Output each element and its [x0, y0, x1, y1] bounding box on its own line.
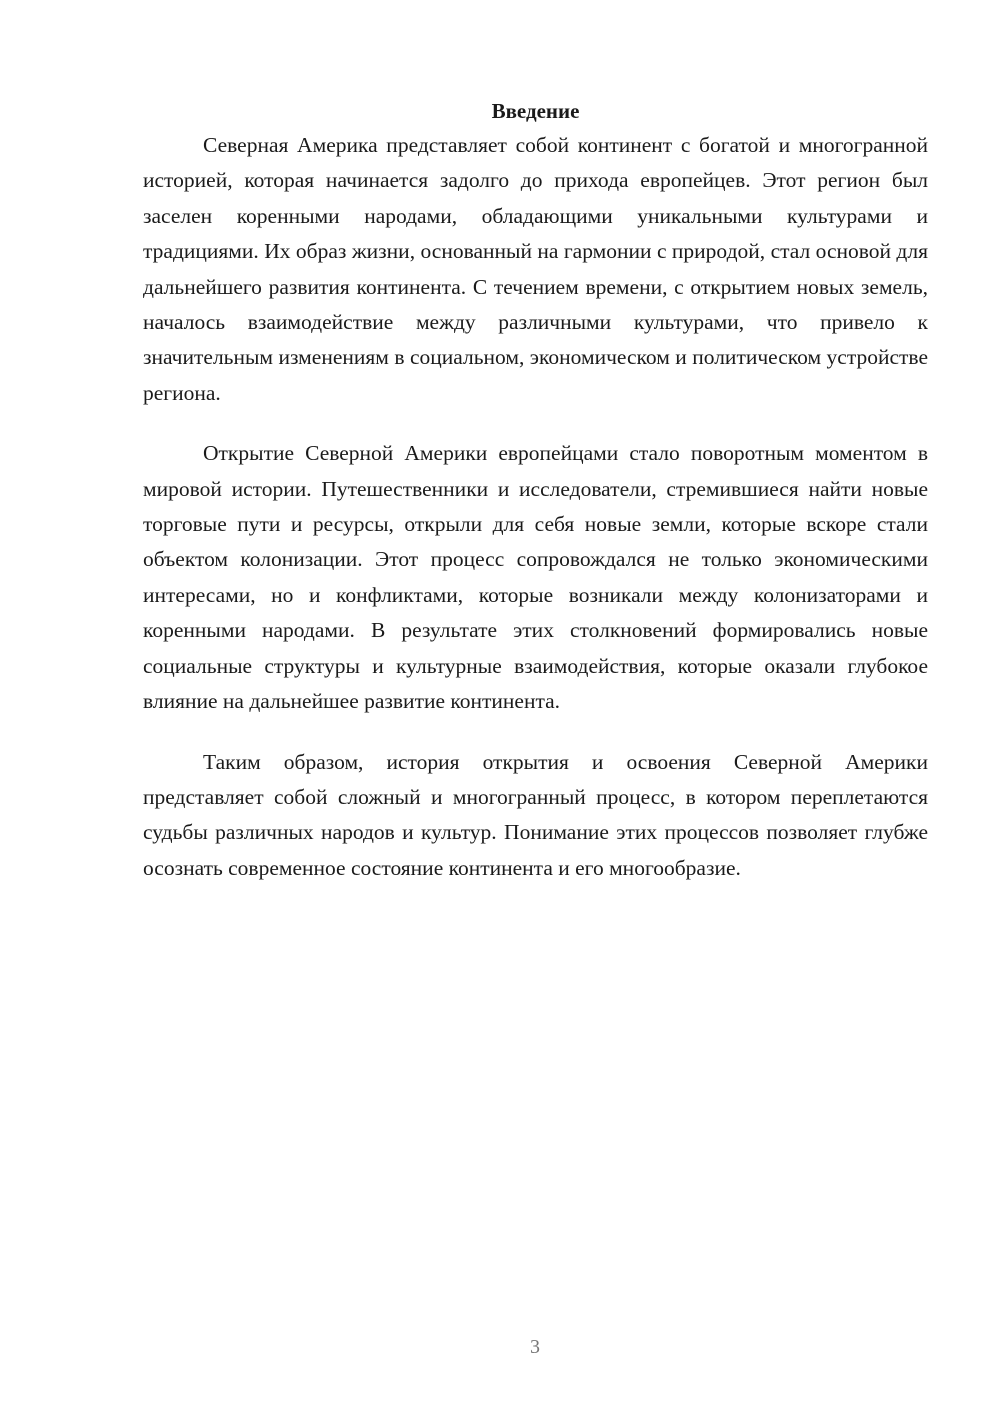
section-title: Введение	[491, 99, 580, 123]
paragraph-1: Северная Америка представляет собой континент с богатой и многогранной историей, которая начинается задолго до прихода европейцев. Этот регион был заселен коренными народами, обладающими уникальными культурами и традициями. Их образ жизни, основанный на гармонии с природой, стал основой для дальнейшего развития континента. С течением времени, с открытием новых земель, началось взаимодействие между различными культурами, что привело к значительным изменениям в социальном, экономическом и политическом устройстве региона.	[143, 133, 928, 405]
paragraph-2: Открытие Северной Америки европейцами стало поворотным моментом в мировой истории. Путешественники и исследователи, стремившиеся найти новые торговые пути и ресурсы, открыли для себя новые земли, которые вскоре стали объектом колонизации. Этот процесс сопровождался не только экономическими интересами, но и конфликтами, которые возникали между колонизаторами и коренными народами. В результате этих столкновений формировались новые социальные структуры и культурные взаимодействия, которые оказали глубокое влияние на дальнейшее развитие континента.	[143, 441, 928, 714]
paragraph-3: Таким образом, история открытия и освоения Северной Америки представляет собой сложный и многогранный процесс, в котором переплетаются судьбы различных народов и культур. Понимание этих процессов позволяет глубже осознать современное состояние континента и его многообразие.	[143, 749, 928, 880]
page-number: 3	[530, 1336, 540, 1358]
page-content	[143, 94, 928, 911]
